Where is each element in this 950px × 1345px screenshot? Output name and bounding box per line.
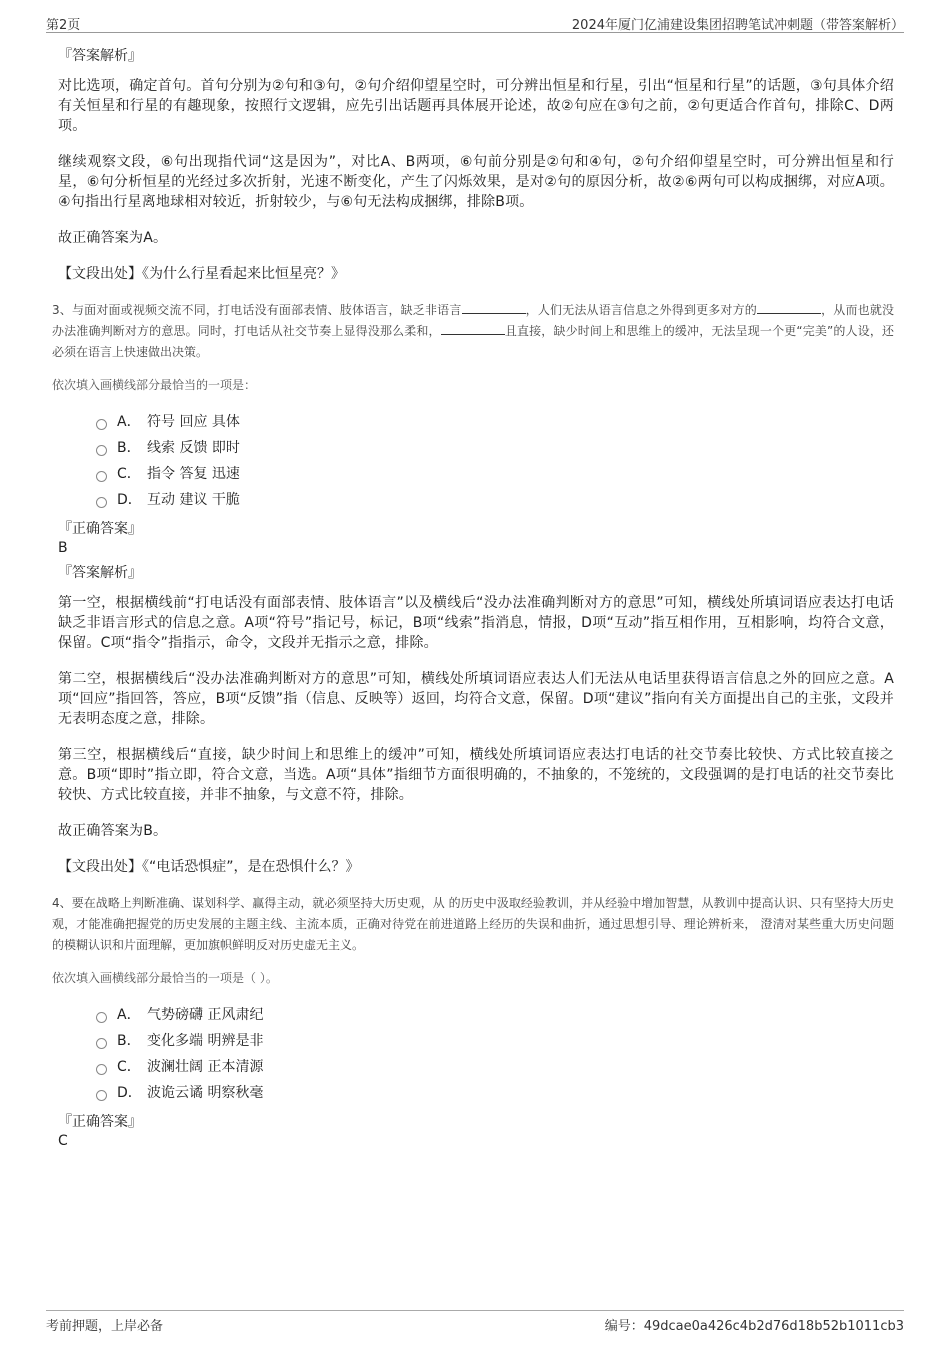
analysis-label: 『答案解析』 [58, 565, 142, 581]
question-text: 4、要在战略上判断准确、谋划科学、赢得主动，就必须坚持大历史观，从 的历史中汲取经验教训，并从经验中增加智慧，从教训中提高认识、只有坚持大历史观，才能准确把握党的历史发展的主题主线、主流本质，正确对待党在前进道路上经历的失误和曲折，通过思想引导、理论辨析来， 澄清对某些重大历史问题的模糊认识和片面理解，更加旗帜鲜明反对历史虚无主义。 [52, 896, 894, 952]
q3-options [96, 409, 894, 513]
question-text-part: ，从而也就没办法准确判断对方的意思。同时，打电话从社交节奏上显得没那么柔和， [52, 303, 894, 338]
document-content [52, 46, 894, 1156]
option-text: 指令 答复 迅速 [147, 466, 240, 482]
option-text: 波澜壮阔 正本清源 [147, 1059, 264, 1075]
q4-options [96, 1002, 894, 1106]
page-number: 第2页 [46, 18, 81, 33]
option-text: 互动 建议 干脆 [147, 492, 240, 508]
option-b[interactable] [96, 435, 894, 461]
page-header [46, 12, 904, 33]
radio-icon[interactable] [96, 445, 107, 456]
radio-icon[interactable] [96, 1038, 107, 1049]
footer-slogan: 考前押题，上岸必备 [46, 1319, 164, 1334]
radio-icon[interactable] [96, 1064, 107, 1075]
analysis-label: 『答案解析』 [58, 48, 142, 64]
question-text [52, 300, 894, 363]
option-text: 符号 回应 具体 [147, 414, 240, 430]
option-d[interactable] [96, 487, 894, 513]
option-letter: C． [117, 1059, 141, 1075]
document-title: 2024年厦门亿浦建设集团招聘笔试冲刺题（带答案解析） [571, 18, 904, 33]
radio-icon[interactable] [96, 497, 107, 508]
fill-blank [441, 322, 505, 335]
question-text-part: 3、与面对面或视频交流不同，打电话没有面部表情、肢体语言，缺乏非语言 [52, 303, 462, 317]
answer-value: C [58, 1133, 68, 1149]
option-a[interactable] [96, 409, 894, 435]
analysis-paragraph: 对比选项，确定首句。首句分别为②句和③句，②句介绍仰望星空时，可分辨出恒星和行星，引出“恒星和行星”的话题，③句具体介绍有关恒星和行星的有趣现象，按照行文逻辑，应先引出话题再具体展开论述，故②句应在③句之前，②句更适合作首句，排除C、D两项。 [58, 78, 894, 134]
answer-label: 『正确答案』 [58, 1114, 142, 1130]
question-3 [52, 300, 894, 395]
option-b[interactable] [96, 1028, 894, 1054]
text-source: 【文段出处】《“电话恐惧症”，是在恐惧什么？》 [58, 859, 360, 875]
option-letter: B． [117, 440, 141, 456]
option-text: 气势磅礴 正风肃纪 [147, 1007, 264, 1023]
question-text-part: ，人们无法从语言信息之外得到更多对方的 [525, 303, 757, 317]
radio-icon[interactable] [96, 1012, 107, 1023]
question-4 [52, 893, 894, 988]
radio-icon[interactable] [96, 1090, 107, 1101]
option-c[interactable] [96, 461, 894, 487]
option-letter: A． [117, 1007, 141, 1023]
answer-value: B [58, 540, 68, 556]
document-code: 编号：49dcae0a426c4b2d76d18b52b1011cb3 [604, 1319, 904, 1334]
answer-conclusion: 故正确答案为B。 [58, 823, 168, 839]
radio-icon[interactable] [96, 471, 107, 482]
text-source: 【文段出处】《为什么行星看起来比恒星亮？》 [58, 266, 345, 282]
question-prompt: 依次填入画横线部分最恰当的一项是： [52, 378, 257, 392]
option-letter: D． [117, 1085, 142, 1101]
answer-conclusion: 故正确答案为A。 [58, 230, 168, 246]
option-letter: C． [117, 466, 141, 482]
option-a[interactable] [96, 1002, 894, 1028]
question-text-part: 且直接，缺少时间上和思维上的缓冲，无法呈现一个更“完美”的人设，还必须在语言上快速做出决策。 [52, 324, 894, 359]
question-prompt: 依次填入画横线部分最恰当的一项是（ ）。 [52, 971, 278, 985]
fill-blank [462, 301, 526, 314]
page-footer [46, 1310, 904, 1334]
option-text: 波诡云谲 明察秋毫 [147, 1085, 264, 1101]
analysis-paragraph: 第一空，根据横线前“打电话没有面部表情、肢体语言”以及横线后“没办法准确判断对方的意思”可知，横线处所填词语应表达打电话缺乏非语言形式的信息之意。A项“符号”指记号，标记，B项“线索”指消息，情报，D项“互动”指互相作用，互相影响，均符合文意，保留。C项“指令”指指示，命令，文段并无指示之意，排除。 [58, 595, 894, 651]
fill-blank [757, 301, 821, 314]
option-text: 变化多端 明辨是非 [147, 1033, 264, 1049]
radio-icon[interactable] [96, 419, 107, 430]
answer-label: 『正确答案』 [58, 521, 142, 537]
option-letter: A． [117, 414, 141, 430]
analysis-paragraph: 第二空，根据横线后“没办法准确判断对方的意思”可知，横线处所填词语应表达人们无法从电话里获得语言信息之外的回应之意。A项“回应”指回答，答应，B项“反馈”指（信息、反映等）返回，均符合文意，保留。D项“建议”指向有关方面提出自己的主张，文段并无表明态度之意，排除。 [58, 671, 894, 727]
analysis-paragraph: 继续观察文段，⑥句出现指代词“这是因为”，对比A、B两项，⑥句前分别是②句和④句，②句介绍仰望星空时，可分辨出恒星和行星，⑥句分析恒星的光经过多次折射，光速不断变化，产生了闪烁效果，是对②句的原因分析，故②⑥两句可以构成捆绑，对应A项。④句指出行星离地球相对较近，折射较少，与⑥句无法构成捆绑，排除B项。 [58, 154, 894, 210]
option-d[interactable] [96, 1080, 894, 1106]
option-letter: B． [117, 1033, 141, 1049]
option-c[interactable] [96, 1054, 894, 1080]
q2-analysis-section [58, 46, 894, 284]
analysis-paragraph: 第三空，根据横线后“直接，缺少时间上和思维上的缓冲”可知，横线处所填词语应表达打电话的社交节奏比较快、方式比较直接之意。B项“即时”指立即，符合文意，当选。A项“具体”指细节方面很明确的，不抽象的，不笼统的，文段强调的是打电话的社交节奏比较快、方式比较直接，并非不抽象，与文意不符，排除。 [58, 747, 894, 803]
option-letter: D． [117, 492, 142, 508]
option-text: 线索 反馈 即时 [147, 440, 240, 456]
